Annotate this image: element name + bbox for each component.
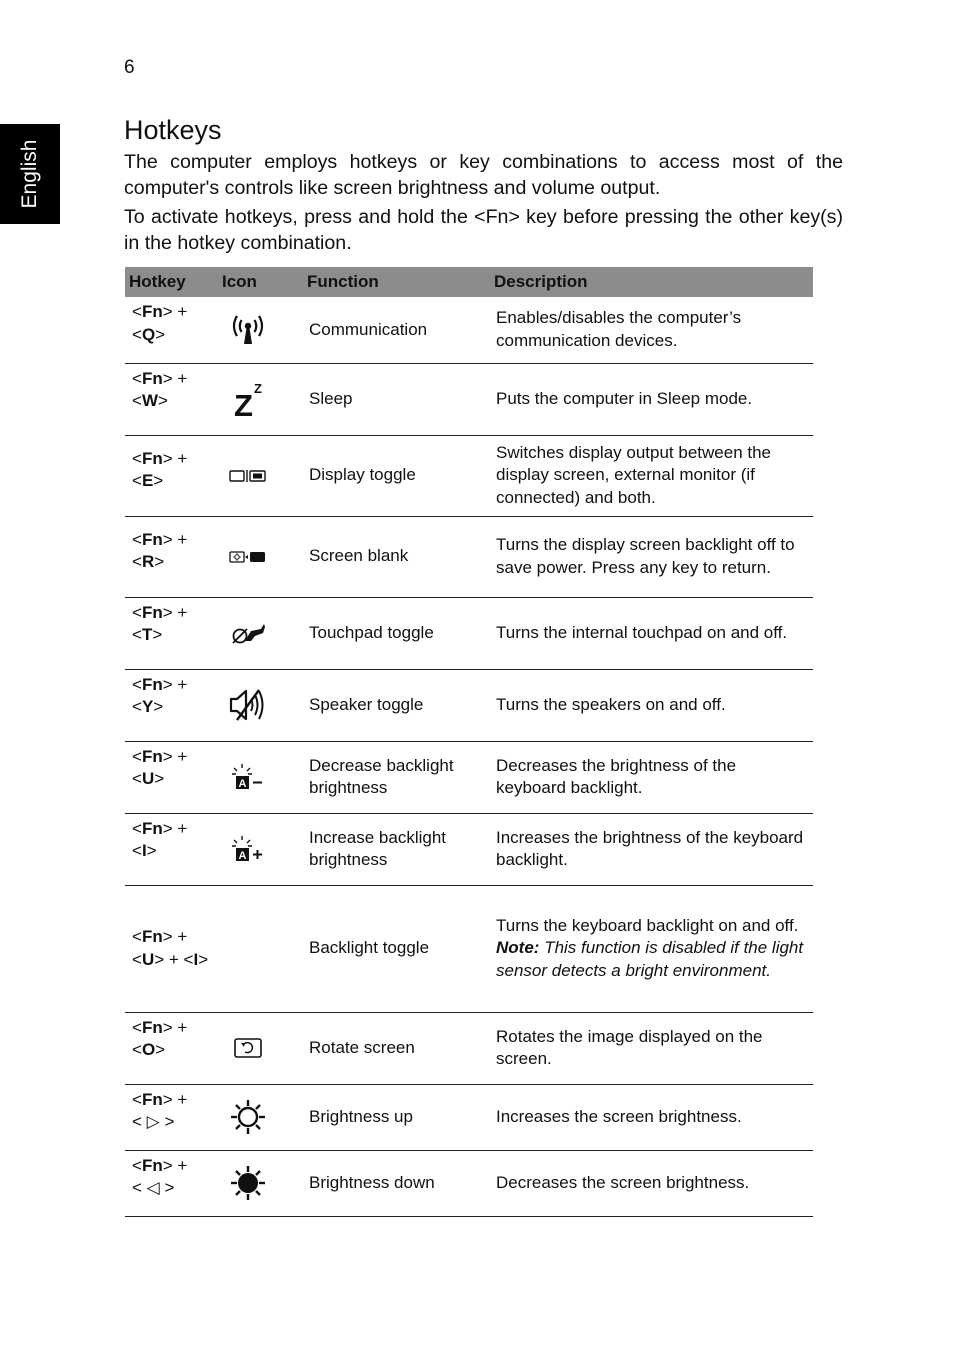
table-row <box>125 597 813 669</box>
hotkey-cell: <Fn> + <U> <box>125 741 222 813</box>
icon-cell <box>222 1012 304 1084</box>
svg-text:Z: Z <box>254 381 262 396</box>
brightness-up-icon <box>229 1098 267 1136</box>
table-row <box>125 297 813 363</box>
icon-cell <box>222 669 304 741</box>
table-row <box>125 1150 813 1216</box>
table-row <box>125 885 813 1012</box>
description-cell <box>490 885 813 1012</box>
hotkey-table <box>125 267 813 1217</box>
note-label: Note: <box>496 938 540 958</box>
table-row <box>125 363 813 435</box>
table-row <box>125 1084 813 1150</box>
table-header-row <box>125 267 813 297</box>
hotkey-cell: <Fn> + < ▷ > <box>125 1084 222 1150</box>
header-function: Function <box>304 267 490 297</box>
note <box>496 937 805 982</box>
header-description: Description <box>490 267 813 297</box>
description-text: Turns the keyboard backlight on and off. <box>496 915 799 935</box>
rotate-screen-icon <box>229 1037 267 1059</box>
function-cell: Speaker toggle <box>304 669 490 741</box>
screen-blank-icon <box>229 550 267 564</box>
hotkey-cell: <Fn> + <R> <box>125 516 222 597</box>
brightness-down-icon <box>229 1164 267 1202</box>
description-cell: Decreases the screen brightness. <box>490 1150 813 1216</box>
svg-text:Z: Z <box>234 388 253 419</box>
backlight-increase-icon <box>229 834 267 864</box>
intro-paragraph: The computer employs hotkeys or key combinations to access most of the computer's controls like screen brightness and volume output. <box>124 151 843 199</box>
hotkey-cell: <Fn> + <O> <box>125 1012 222 1084</box>
hotkey-cell: <Fn> + <Q> <box>125 297 222 363</box>
function-cell: Decrease backlight brightness <box>304 741 490 813</box>
description-cell: Puts the computer in Sleep mode. <box>490 363 813 435</box>
sleep-icon <box>230 379 266 419</box>
table-row <box>125 516 813 597</box>
hotkey-cell: <Fn> + < ◁ > <box>125 1150 222 1216</box>
svg-text:A: A <box>238 850 247 862</box>
icon-cell <box>222 1084 304 1150</box>
display-toggle-icon <box>229 469 267 483</box>
icon-cell <box>222 297 304 363</box>
description-cell: Increases the screen brightness. <box>490 1084 813 1150</box>
icon-cell <box>222 885 304 1012</box>
hotkey-cell: <Fn> + <E> <box>125 435 222 516</box>
description-cell: Switches display output between the display screen, external monitor (if connected) and both. <box>490 435 813 516</box>
table-row <box>125 435 813 516</box>
function-cell: Touchpad toggle <box>304 597 490 669</box>
table-row <box>125 741 813 813</box>
function-cell: Sleep <box>304 363 490 435</box>
description-cell: Rotates the image displayed on the screen. <box>490 1012 813 1084</box>
backlight-decrease-icon <box>229 762 267 792</box>
function-cell: Communication <box>304 297 490 363</box>
section-title: Hotkeys <box>124 115 222 145</box>
description-cell: Turns the internal touchpad on and off. <box>490 597 813 669</box>
hotkey-cell: <Fn> + <Y> <box>125 669 222 741</box>
function-cell: Increase backlight brightness <box>304 813 490 885</box>
note-text: This function is disabled if the light sensor detects a bright environment. <box>496 938 804 980</box>
icon-cell <box>222 741 304 813</box>
function-cell: Rotate screen <box>304 1012 490 1084</box>
communication-icon <box>229 313 267 347</box>
header-hotkey: Hotkey <box>125 267 222 297</box>
hotkey-cell: <Fn> + <I> <box>125 813 222 885</box>
icon-cell <box>222 516 304 597</box>
description-cell: Increases the brightness of the keyboard backlight. <box>490 813 813 885</box>
page-number: 6 <box>124 57 135 78</box>
icon-cell <box>222 363 304 435</box>
hotkey-cell: <Fn> + <W> <box>125 363 222 435</box>
table-row <box>125 813 813 885</box>
icon-cell <box>222 597 304 669</box>
svg-text:A: A <box>238 778 247 790</box>
description-cell: Turns the display screen backlight off to save power. Press any key to return. <box>490 516 813 597</box>
icon-cell <box>222 813 304 885</box>
function-cell: Display toggle <box>304 435 490 516</box>
activation-paragraph: To activate hotkeys, press and hold the <Fn> key before pressing the other key(s) in the hotkey combination. <box>124 206 843 254</box>
description-cell: Enables/disables the computer’s communication devices. <box>490 297 813 363</box>
function-cell: Brightness down <box>304 1150 490 1216</box>
function-cell: Brightness up <box>304 1084 490 1150</box>
description-cell: Turns the speakers on and off. <box>490 669 813 741</box>
language-tab-label: English <box>18 139 41 209</box>
hotkey-cell: <Fn> + <U> + <I> <box>125 885 222 1012</box>
language-tab <box>0 124 60 224</box>
function-cell: Screen blank <box>304 516 490 597</box>
table-row <box>125 669 813 741</box>
header-icon: Icon <box>222 267 304 297</box>
speaker-toggle-icon <box>229 688 267 722</box>
hotkey-cell: <Fn> + <T> <box>125 597 222 669</box>
function-cell: Backlight toggle <box>304 885 490 1012</box>
icon-cell <box>222 1150 304 1216</box>
icon-cell <box>222 435 304 516</box>
table-row <box>125 1012 813 1084</box>
description-cell: Decreases the brightness of the keyboard backlight. <box>490 741 813 813</box>
touchpad-toggle-icon <box>229 621 267 645</box>
